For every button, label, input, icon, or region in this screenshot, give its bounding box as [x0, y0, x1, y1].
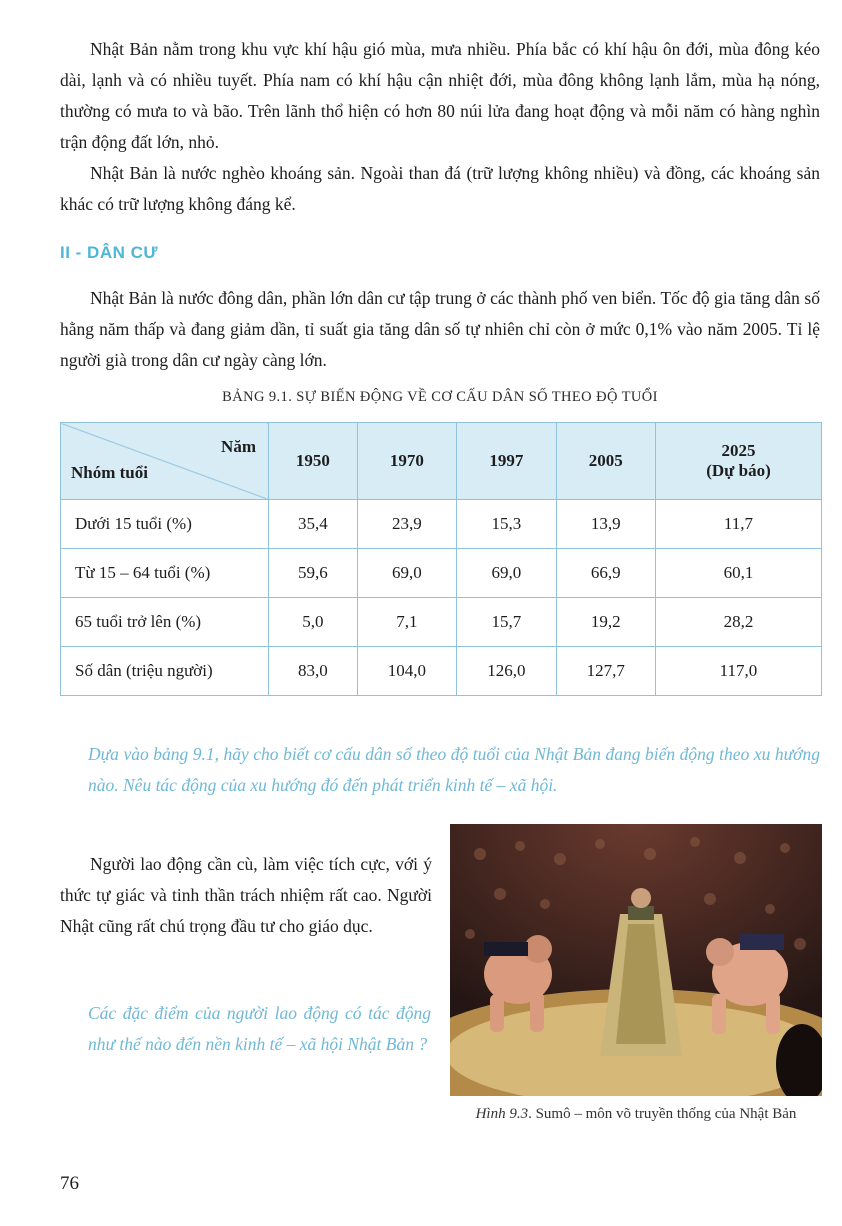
table-cell: 11,7 [655, 500, 821, 549]
table-row [61, 598, 822, 647]
table-cell: 15,3 [457, 500, 556, 549]
table-cell: 28,2 [655, 598, 821, 647]
table-cell: 35,4 [269, 500, 358, 549]
table-cell: 15,7 [457, 598, 556, 647]
table-cell: 66,9 [556, 549, 655, 598]
paragraph-workers: Người lao động cần cù, làm việc tích cực, với ý thức tự giác và tinh thần trách nhiệm rất cao. Người Nhật cũng rất chú trọng đầu tư cho giáo dục. [60, 854, 432, 936]
table-cell: 7,1 [357, 598, 456, 647]
table-cell: 126,0 [457, 647, 556, 696]
question-workers: Các đặc điểm của người lao động có tác động như thế nào đến nền kinh tế – xã hội Nhật Bản ? [88, 1003, 431, 1054]
table-cell: 104,0 [357, 647, 456, 696]
paragraph-minerals: Nhật Bản là nước nghèo khoáng sản. Ngoài than đá (trữ lượng không nhiều) và đồng, các khoáng sản khác có trữ lượng không đáng kể. [60, 163, 820, 214]
table-cell: 127,7 [556, 647, 655, 696]
table-cell: 19,2 [556, 598, 655, 647]
year-header: 2025 [721, 441, 756, 460]
table-cell: 83,0 [269, 647, 358, 696]
year-header: 1997 [457, 423, 556, 500]
table-cell: 60,1 [655, 549, 821, 598]
population-structure-table [60, 422, 822, 696]
table-cell: 23,9 [357, 500, 456, 549]
table-header-row [61, 423, 822, 500]
corner-label-age-group: Nhóm tuổi [71, 463, 148, 482]
year-header: 1950 [269, 423, 358, 500]
row-label: 65 tuổi trở lên (%) [61, 598, 269, 647]
table-row [61, 549, 822, 598]
table-row [61, 647, 822, 696]
question-table-analysis: Dựa vào bảng 9.1, hãy cho biết cơ cấu dân số theo độ tuổi của Nhật Bản đang biến động theo xu hướng nào. Nêu tác động của xu hướng đó đến phát triển kinh tế – xã hội. [88, 744, 820, 795]
sumo-photo [450, 824, 822, 1096]
table-corner-cell [61, 423, 269, 500]
paragraph-population: Nhật Bản là nước đông dân, phần lớn dân cư tập trung ở các thành phố ven biển. Tốc độ gia tăng dân số hằng năm thấp và đang giảm dần, tỉ suất gia tăng dân số tự nhiên chỉ còn ở mức 0,1% vào năm 2005. Tỉ lệ người già trong dân cư ngày càng lớn. [60, 288, 820, 370]
figure-caption-text: . Sumô – môn võ truyền thống của Nhật Bản [528, 1106, 797, 1122]
page-number: 76 [60, 1173, 79, 1194]
year-header-forecast [655, 423, 821, 500]
row-label: Từ 15 – 64 tuổi (%) [61, 549, 269, 598]
table-cell: 69,0 [457, 549, 556, 598]
table-cell: 13,9 [556, 500, 655, 549]
corner-label-year: Năm [221, 437, 256, 456]
year-header: 2005 [556, 423, 655, 500]
table-cell: 69,0 [357, 549, 456, 598]
figure-label: Hình 9.3 [475, 1106, 529, 1122]
forecast-note: (Dự báo) [706, 461, 771, 480]
table-cell: 5,0 [269, 598, 358, 647]
row-label: Dưới 15 tuổi (%) [61, 500, 269, 549]
table-row [61, 500, 822, 549]
sumo-illustration [450, 824, 822, 1096]
row-label: Số dân (triệu người) [61, 647, 269, 696]
paragraph-climate: Nhật Bản nằm trong khu vực khí hậu gió mùa, mưa nhiều. Phía bắc có khí hậu ôn đới, mùa đông kéo dài, lạnh và có nhiều tuyết. Phía nam có khí hậu cận nhiệt đới, mùa đông không lạnh lắm, mùa hạ nóng, thường có mưa to và bão. Trên lãnh thổ hiện có hơn 80 núi lửa đang hoạt động và mỗi năm có hàng nghìn trận động đất lớn, nhỏ. [60, 39, 820, 152]
table-caption: BẢNG 9.1. SỰ BIẾN ĐỘNG VỀ CƠ CẤU DÂN SỐ THEO ĐỘ TUỔI [222, 389, 658, 405]
year-header: 1970 [357, 423, 456, 500]
table-cell: 59,6 [269, 549, 358, 598]
table-cell: 117,0 [655, 647, 821, 696]
figure-caption [450, 1103, 822, 1125]
section-heading-population: II - DÂN CƯ [60, 243, 158, 262]
